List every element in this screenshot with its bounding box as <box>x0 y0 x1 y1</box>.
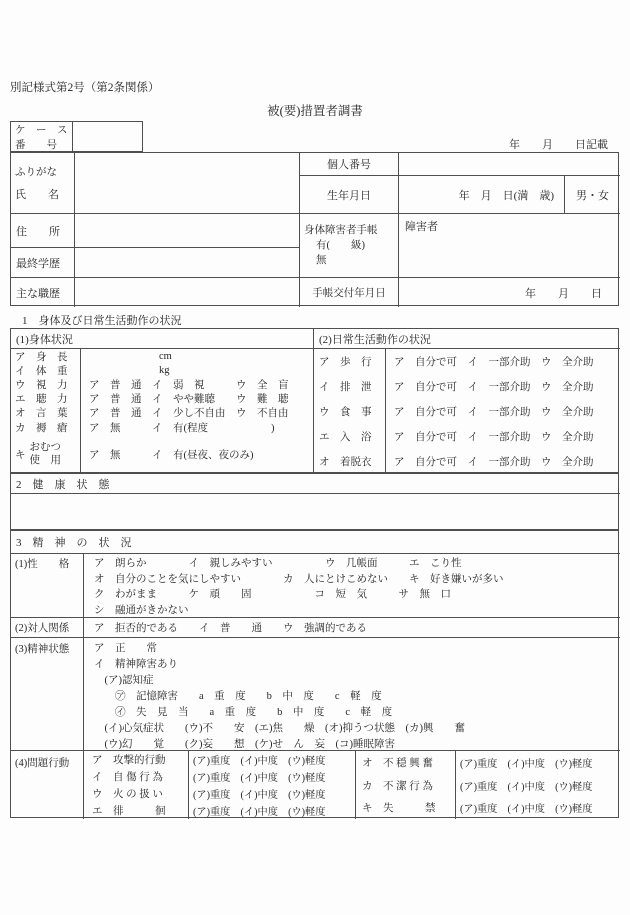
behavior-fire: ウ 火 の 扱 い <box>92 789 163 800</box>
handbook-date-label: 手帳交付年月日 <box>300 278 399 307</box>
problem-behavior-right-labels <box>356 751 456 819</box>
personality-options: ア 朗らか イ 親しみやすい ウ 几帳面 エ こり性 オ 自分のことを気にしやすい カ 人にとけこめない キ 好き嫌いが多い ク わがまま ケ 頑 固 コ 短 気 サ 無 口 シ 融通がきかない <box>84 554 620 618</box>
bedsore-options: ア 無 イ 有(程度 ) <box>89 422 275 434</box>
case-number-value <box>73 122 142 151</box>
physical-label-diaper: キ おむつ 使 用 <box>15 442 61 467</box>
mental-state-label: (3)精神状態 <box>11 638 84 751</box>
behavior-selfharm: イ 自 傷 行 為 <box>92 772 163 783</box>
behavior-incontinence: キ 失 禁 <box>362 803 436 815</box>
physical-options <box>81 349 314 474</box>
personal-number-value <box>399 153 620 176</box>
birthdate-label: 生年月日 <box>300 176 399 214</box>
height-unit: cm <box>159 350 172 362</box>
record-date: 年 月 日記載 <box>509 139 608 151</box>
career-value <box>75 278 300 307</box>
dressing-options: ア 自分で可 イ 一部介助 ウ 全介助 <box>394 457 594 468</box>
section2-table <box>10 473 619 530</box>
daily-label-bathing: エ 入 浴 <box>319 432 372 443</box>
behavior-unclean: カ 不 潔 行 為 <box>362 780 433 792</box>
behavior-wandering: エ 徘 徊 <box>92 806 166 817</box>
weight-unit: kg <box>159 364 170 376</box>
name-label: ふりがな 氏 名 <box>11 153 75 214</box>
education-value <box>75 248 300 278</box>
disability-handbook-label: 身体障害者手帳 有( 級) 無 <box>300 214 399 278</box>
mental-state-options: ア 正 常 イ 精神障害あり (ア)認知症 ㋐ 記憶障害 a 重 度 b 中 度 c 軽 度 ㋑ 失 見 当 a 重 度 b 中 度 c 軽 度 (イ)心気症状 (ウ)不 安 (エ)焦 燥 (オ)抑うつ状態 (カ)興 奮 (ウ)幻 覚 (ク)妄 想 (ケ)せ ん 妄 (コ)睡眠障害 <box>84 638 620 751</box>
problem-behavior-left-labels <box>84 751 189 819</box>
daily-labels <box>314 349 386 474</box>
excretion-options: ア 自分で可 イ 一部介助 ウ 全介助 <box>394 382 594 393</box>
sex-field: 男・女 <box>565 176 620 214</box>
physical-label-weight: イ 体 重 <box>15 365 68 377</box>
walking-options: ア 自分で可 イ 一部介助 ウ 全介助 <box>394 357 594 368</box>
address-label: 住 所 <box>11 214 75 248</box>
health-status-value <box>11 494 620 531</box>
physical-label-vision: ウ 視 力 <box>15 379 68 391</box>
daily-activity-title: (2)日常生活動作の状況 <box>314 329 620 349</box>
case-number-label: ケ ー ス 番 号 <box>11 122 73 151</box>
problem-behavior-label: (4)問題行動 <box>11 751 84 819</box>
personal-number-label: 個人番号 <box>300 153 399 176</box>
personal-info-table <box>10 152 619 306</box>
section1-heading: 1 身体及び日常生活動作の状況 <box>22 315 182 327</box>
meal-options: ア 自分で可 イ 一部介助 ウ 全介助 <box>394 407 594 418</box>
education-label: 最終学歴 <box>11 248 75 278</box>
physical-label-hearing: エ 聴 力 <box>15 394 68 406</box>
disability-value: 障害者 <box>399 214 620 278</box>
address-value <box>75 214 300 248</box>
bathing-options: ア 自分で可 イ 一部介助 ウ 全介助 <box>394 432 594 443</box>
physical-condition-title: (1)身体状況 <box>11 329 314 349</box>
birthdate-value: 年 月 日(満 歳) <box>399 176 565 214</box>
daily-label-meal: ウ 食 事 <box>319 407 372 418</box>
career-label: 主な職歴 <box>11 278 75 307</box>
section3-table <box>10 530 619 818</box>
physical-label-height: ア 身 長 <box>15 351 68 363</box>
physical-label-bedsore: カ 褥 瘡 <box>15 422 68 434</box>
page-title: 被(要)措置者調書 <box>267 104 363 118</box>
interpersonal-label: (2)対人関係 <box>11 618 84 638</box>
hearing-options: ア 普 通 イ やや難聴 ウ 難 聴 <box>89 394 289 406</box>
vision-options: ア 普 通 イ 弱 視 ウ 全 盲 <box>89 379 289 391</box>
behavior-aggressive: ア 攻撃的行動 <box>92 755 166 766</box>
physical-label-speech: オ 言 葉 <box>15 408 68 420</box>
interpersonal-options: ア 拒否的である イ 普 通 ウ 強調的である <box>84 618 620 638</box>
behavior-restless: オ 不 穏 興 奮 <box>362 757 433 769</box>
daily-options <box>386 349 620 474</box>
problem-behavior-left-severity: (ア)重度 (イ)中度 (ウ)軽度 (ア)重度 (イ)中度 (ウ)軽度 (ア)重度 (イ)中度 (ウ)軽度 (ア)重度 (イ)中度 (ウ)軽度 <box>189 751 356 819</box>
personality-label: (1)性 格 <box>11 554 84 618</box>
handbook-date-value: 年 月 日 <box>525 287 602 300</box>
problem-behavior-right-severity: (ア)重度 (イ)中度 (ウ)軽度 (ア)重度 (イ)中度 (ウ)軽度 (ア)重度 (イ)中度 (ウ)軽度 <box>460 758 593 816</box>
case-number-box <box>10 121 143 152</box>
section1-table <box>10 328 619 473</box>
daily-label-walking: ア 歩 行 <box>319 357 372 368</box>
form-number: 別記様式第2号（第2条関係） <box>10 82 160 94</box>
speech-options: ア 普 通 イ 少し不自由 ウ 不自由 <box>89 408 289 420</box>
name-value <box>75 153 300 214</box>
diaper-options: ア 無 イ 有(昼夜、夜のみ) <box>89 449 254 461</box>
section3-heading: 3 精 神 の 状 況 <box>11 531 620 554</box>
section2-heading: 2 健 康 状 態 <box>11 474 620 494</box>
daily-label-dressing: オ 着脱衣 <box>319 457 372 468</box>
daily-label-excretion: イ 排 泄 <box>319 382 372 393</box>
physical-labels <box>11 349 81 474</box>
